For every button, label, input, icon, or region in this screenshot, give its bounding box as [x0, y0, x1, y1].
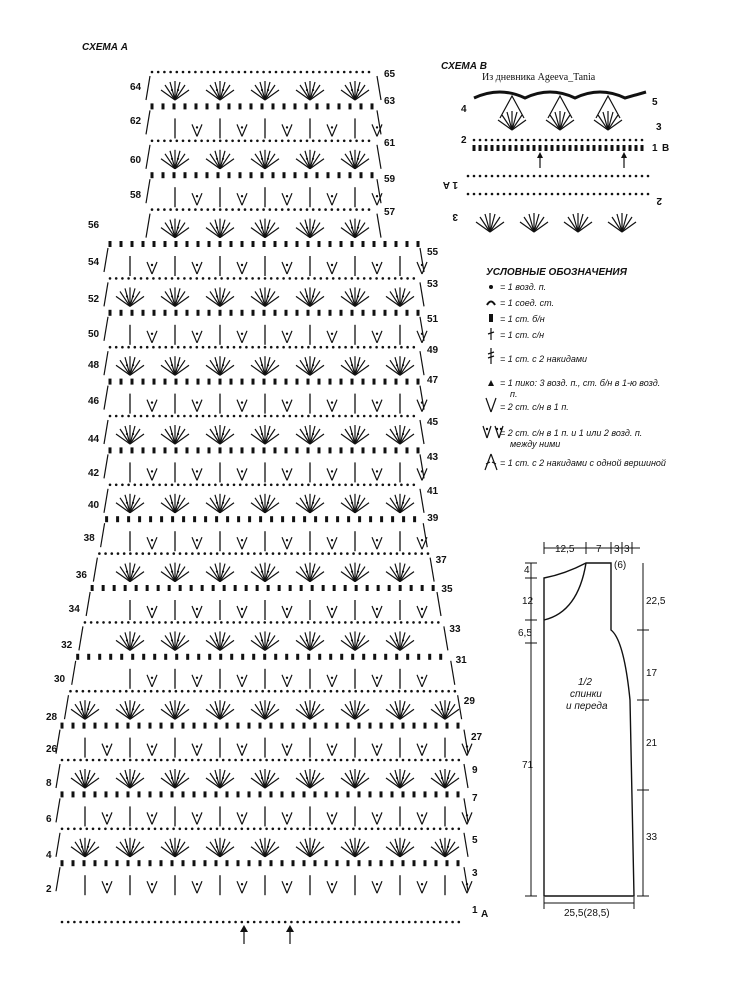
- garment-pattern: [518, 542, 666, 919]
- row-label-right: 7: [472, 793, 478, 804]
- dc-icon: [488, 328, 494, 340]
- legend-title: УСЛОВНЫЕ ОБОЗНАЧЕНИЯ: [486, 267, 627, 278]
- v-icon: [486, 398, 496, 412]
- dim-top-3: 3: [614, 544, 620, 555]
- scheme-b-lower-label: 1: [452, 179, 458, 190]
- row-label-left: 2: [46, 884, 52, 895]
- row-label-right: 35: [441, 584, 453, 595]
- row-label-right: 59: [384, 174, 396, 185]
- legend-item-text: = 1 ст. с 2 накидами с одной вершиной: [500, 458, 666, 468]
- dot-icon: [489, 285, 493, 289]
- bar-icon: [489, 314, 493, 322]
- row-label-right: 27: [471, 732, 483, 743]
- scheme-b-lower-label: 3: [452, 211, 458, 222]
- dim-right-3: 21: [646, 738, 658, 749]
- legend-item-text: = 2 ст. с/н в 1 п. и 1 или 2 возд. п.: [500, 428, 643, 438]
- dim-right-2: 17: [646, 668, 658, 679]
- row-label-left: 60: [130, 155, 142, 166]
- legend-item-text: = 1 возд. п.: [500, 282, 547, 292]
- row-label-left: 42: [88, 468, 100, 479]
- row-label-right: 45: [427, 417, 439, 428]
- row-label-left: 44: [88, 434, 100, 445]
- row-label-right: 41: [427, 486, 439, 497]
- legend-item-text: = 1 пико: 3 возд. п., ст. б/н в 1-ю возд.: [500, 378, 661, 388]
- row-label-right: 53: [427, 279, 439, 290]
- scheme-b-title: СХЕМА В: [441, 61, 487, 72]
- scheme-b-lower-label: 2: [656, 195, 662, 206]
- tr-icon: [488, 348, 494, 364]
- scheme-a-chart: [53, 71, 472, 924]
- row-label-left: 4: [46, 850, 52, 861]
- row-label-right: 39: [427, 513, 439, 524]
- row-label-left: 56: [88, 220, 100, 231]
- row-label-left: 46: [88, 396, 100, 407]
- dim-left-4: 71: [522, 760, 534, 771]
- row-label-right: 57: [384, 207, 396, 218]
- row-label-left: 32: [61, 640, 73, 651]
- row-label-left: 26: [46, 744, 58, 755]
- dim-left-2: 12: [522, 596, 534, 607]
- scheme-b-row-label: 1: [652, 143, 658, 154]
- scheme-a-arrows: [240, 925, 294, 944]
- legend-item-text-cont: между ними: [510, 439, 561, 449]
- scheme-a-marker: А: [481, 909, 489, 920]
- row-label-left: 58: [130, 190, 142, 201]
- row-label-left: 40: [88, 500, 100, 511]
- dim-left-3: 6,5: [518, 628, 532, 639]
- dim-right-1: 22,5: [646, 596, 666, 607]
- scheme-a-row-labels: [46, 69, 483, 916]
- dim-top-2: 7: [596, 544, 602, 555]
- scheme-b-row-label: 2: [461, 135, 467, 146]
- legend: [483, 282, 666, 470]
- row-label-right: 3: [472, 868, 478, 879]
- scheme-b-credit: Из дневника Ageeva_Tania: [482, 72, 596, 83]
- legend-item-text: = 2 ст. с/н в 1 п.: [500, 402, 569, 412]
- row-label-right: 37: [435, 555, 447, 566]
- row-label-left: 38: [83, 533, 95, 544]
- legend-item-text: = 1 ст. с 2 накидами: [500, 354, 588, 364]
- scheme-b-row-label: 4: [461, 104, 467, 115]
- dim-bottom: 25,5(28,5): [564, 908, 610, 919]
- dim-left-1: 4: [524, 565, 530, 576]
- pattern-label-1: 1/2: [578, 677, 592, 688]
- row-label-left: 36: [75, 570, 87, 581]
- row-label-left: 6: [46, 814, 52, 825]
- legend-item-text: = 1 ст. с/н: [500, 330, 545, 340]
- picot-icon: [488, 380, 494, 386]
- pattern-outline: [544, 563, 634, 896]
- legend-item-text: = 1 соед. ст.: [500, 298, 555, 308]
- legend-item-text-cont: п.: [510, 389, 518, 399]
- row-label-right: 65: [384, 69, 396, 80]
- dim-right-4: 33: [646, 832, 658, 843]
- dim-neck-note: (6): [614, 560, 627, 571]
- legend-item-text: = 1 ст. б/н: [500, 314, 545, 324]
- row-label-left: 50: [88, 329, 100, 340]
- row-label-left: 34: [68, 604, 80, 615]
- row-label-left: 62: [130, 116, 142, 127]
- cluster-icon: [485, 454, 497, 470]
- row-label-right: 33: [449, 624, 461, 635]
- row-label-right: 29: [463, 696, 475, 707]
- row-label-right: 1: [472, 905, 478, 916]
- scheme-b-lower-marker: А: [442, 179, 450, 190]
- row-label-left: 48: [88, 360, 100, 371]
- row-label-left: 52: [88, 294, 100, 305]
- row-label-right: 43: [427, 452, 439, 463]
- scheme-a-title: СХЕМА А: [82, 42, 128, 53]
- row-label-right: 9: [472, 765, 478, 776]
- row-label-right: 31: [455, 655, 467, 666]
- pattern-label-3: и переда: [566, 701, 608, 712]
- row-label-right: 51: [427, 314, 439, 325]
- row-label-left: 54: [88, 257, 100, 268]
- row-label-right: 5: [472, 835, 478, 846]
- dim-top-1: 12,5: [555, 544, 575, 555]
- scheme-b-marker: В: [662, 143, 670, 154]
- pattern-label-2: спинки: [570, 689, 602, 700]
- row-label-left: 64: [130, 82, 142, 93]
- row-label-right: 61: [384, 138, 396, 149]
- row-label-left: 8: [46, 778, 52, 789]
- scheme-b-row-label: 3: [656, 122, 662, 133]
- row-label-right: 55: [427, 247, 439, 258]
- dim-top-4: 3: [624, 544, 630, 555]
- arc-icon: [487, 302, 495, 306]
- scheme-b-chart: [443, 92, 669, 232]
- row-label-left: 30: [53, 674, 66, 685]
- row-label-right: 63: [384, 96, 396, 107]
- row-label-right: 49: [427, 345, 439, 356]
- scheme-b-row-label: 5: [652, 97, 658, 108]
- row-label-left: 28: [46, 712, 58, 723]
- row-label-right: 47: [427, 375, 439, 386]
